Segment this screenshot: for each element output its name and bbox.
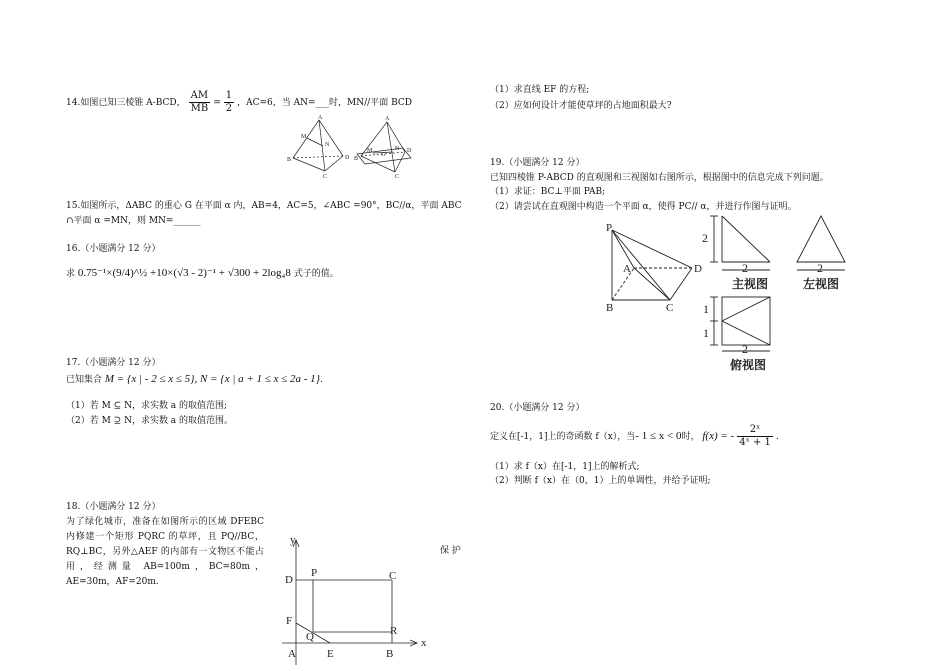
q19-fig-label-a: A bbox=[623, 263, 631, 275]
q14-fig-right-label-b: B bbox=[354, 156, 359, 162]
q19-top-view bbox=[700, 293, 780, 373]
q19-fig-label-p: P bbox=[606, 222, 613, 234]
q15-line2: ∩平面 α =MN，则 MN=______ bbox=[66, 216, 201, 226]
q20-statement: 定义在[-1，1]上的奇函数 f（x），当- 1 ≤ x < 0时， f(x) = - $\frac{\text{2ˣ}}{\text{4ˣ + 1}}$ . bbox=[490, 424, 779, 448]
q20-header: 20.（小题满分 12 分） bbox=[490, 403, 585, 413]
q19-side-view bbox=[793, 212, 863, 292]
q14-fig-left-label-b: B bbox=[287, 157, 292, 163]
q18-figure bbox=[282, 535, 432, 670]
q14-ratio-fraction: $\frac{AM}{MB}$ bbox=[190, 90, 209, 114]
q14-fig-left-label-n: N bbox=[325, 142, 330, 148]
q14-fig-right-label-g: G bbox=[381, 152, 386, 158]
q20-part1: （1）求 f（x）在[-1，1]上的解析式; bbox=[490, 462, 640, 472]
q19-top-dim-1: 1 bbox=[703, 302, 709, 316]
q14-statement: 14.如图已知三棱锥 A-BCD， $\frac{AM}{MB}$ = $\frac{1}{2}$ ，AC=6，当 AN=___时，MN//平面 BCD bbox=[66, 90, 412, 114]
q20-condition: - 1 ≤ x < 0 bbox=[635, 430, 682, 442]
q18-body: 为了绿化城市，准备在如图所示的区域 DFEBC 内修建一个矩形 PQRC 的草坪，且 PQ//BC，RQ⊥BC，另外△AEF 的内部有一文物区不能占用，经测量 AB=100m，BC=80m，AE=30m，AF=20m. bbox=[66, 517, 264, 587]
q15-line1: 15.如图所示，ΔABC 的重心 G 在平面 α 内，AB=4，AC=5，∠ABC =90°，BC//α，平面 ABC bbox=[66, 201, 462, 211]
q14-figure bbox=[285, 116, 425, 178]
q16-expression-line bbox=[66, 266, 339, 282]
q19-side-label: 左视图 bbox=[803, 277, 840, 291]
q18-fig-label-r: R bbox=[390, 625, 398, 637]
q14-prefix: 14.如图已知三棱锥 A-BCD， bbox=[66, 98, 186, 108]
q14-fig-right-label-a: A bbox=[385, 116, 390, 122]
q19-fig-label-b: B bbox=[606, 302, 614, 314]
q14-fig-right-label-d: D bbox=[407, 148, 412, 154]
q19-part1: （1）求证：BC⊥平面 PAB; bbox=[490, 187, 606, 197]
q17-part2: （2）若 M ⊇ N，求实数 a 的取值范围。 bbox=[66, 416, 234, 426]
q17-sets-line: 已知集合 M = {x | - 2 ≤ x ≤ 5}, N = {x | a + 1 ≤ x ≤ 2a - 1}. bbox=[66, 373, 323, 385]
q19-pyramid-figure bbox=[604, 220, 714, 312]
q18-part2: （2）应如何设计才能使草坪的占地面积最大? bbox=[490, 101, 672, 111]
q19-top-dim-w: 2 bbox=[742, 342, 748, 356]
q16-pre: 求 bbox=[66, 269, 76, 279]
q16-expression: 0.75⁻¹×(9/4)^½ +10×(√3 - 2)⁻¹ + √300 + 2log₄8 bbox=[77, 267, 291, 279]
q14-suffix: ，AC=6，当 AN=___时，MN//平面 BCD bbox=[237, 98, 412, 108]
q18-fig-label-d: D bbox=[285, 574, 293, 586]
q19-front-dim-w: 2 bbox=[742, 261, 748, 275]
q14-fig-right-label-m: M bbox=[367, 148, 373, 154]
q20-fraction: $\frac{\text{2ˣ}}{\text{4ˣ + 1}}$ bbox=[739, 424, 771, 448]
q17-pre: 已知集合 bbox=[66, 375, 103, 385]
q20-part2: （2）判断 f（x）在（0，1）上的单调性，并给予证明; bbox=[490, 476, 711, 486]
q19-side-dim-w: 2 bbox=[817, 261, 823, 275]
q14-fig-right-label-n: N bbox=[395, 146, 400, 152]
q19-header: 19.（小题满分 12 分） bbox=[490, 158, 585, 168]
q16-header: 16.（小题满分 12 分） bbox=[66, 244, 161, 254]
q18-fig-label-c: C bbox=[389, 570, 397, 582]
q18-fig-label-p: P bbox=[311, 567, 318, 579]
q18-fig-label-y: y bbox=[290, 534, 296, 546]
q18-fig-label-b: B bbox=[386, 648, 394, 660]
q17-header: 17.（小题满分 12 分） bbox=[66, 358, 161, 368]
q18-header: 18.（小题满分 12 分） bbox=[66, 502, 161, 512]
q14-fig-left-label-c: C bbox=[323, 174, 328, 180]
q16-post: 式子的值。 bbox=[293, 269, 339, 279]
q20-mid: 时， bbox=[681, 432, 700, 442]
q18-fig-label-f: F bbox=[286, 615, 293, 627]
q19-part2: （2）请尝试在直观图中构造一个平面 α，使得 PC// α，并进行作图与证明。 bbox=[490, 202, 797, 212]
q19-line1: 已知四棱锥 P-ABCD 的直观图和三视图如右图所示，根据图中的信息完成下列问题。 bbox=[490, 173, 829, 183]
q14-fig-left-label-m: M bbox=[301, 134, 307, 140]
q19-top-dim-2: 1 bbox=[703, 326, 709, 340]
q19-fig-label-c: C bbox=[666, 302, 674, 314]
q19-fig-label-d: D bbox=[694, 263, 702, 275]
q20-fx: f(x) = - bbox=[702, 430, 735, 442]
q17-part1: （1）若 M ⊆ N，求实数 a 的取值范围; bbox=[66, 401, 228, 411]
q19-front-label: 主视图 bbox=[732, 277, 769, 291]
q14-fig-left-label-d: D bbox=[345, 155, 350, 161]
q18-fig-label-q: Q bbox=[306, 631, 314, 643]
q18-part1: （1）求直线 EF 的方程; bbox=[490, 85, 590, 95]
q20-pre: 定义在[-1，1]上的奇函数 f（x），当 bbox=[490, 432, 636, 442]
q19-front-view bbox=[700, 212, 780, 292]
q14-fig-right-label-c: C bbox=[395, 174, 400, 180]
q19-front-dim-h: 2 bbox=[702, 231, 708, 245]
q17-sets: M = {x | - 2 ≤ x ≤ 5}, N = {x | a + 1 ≤ x ≤ 2a - 1} bbox=[104, 373, 321, 385]
q18-fig-label-e: E bbox=[327, 648, 334, 660]
q14-half-fraction: $\frac{1}{2}$ bbox=[225, 90, 233, 114]
q18-side-text: 保 护 bbox=[440, 546, 461, 556]
q18-fig-label-a: A bbox=[288, 648, 296, 660]
q18-fig-label-x: x bbox=[421, 637, 427, 649]
q19-top-label: 俯视图 bbox=[730, 358, 767, 372]
q14-fig-left-label-a: A bbox=[318, 115, 323, 121]
